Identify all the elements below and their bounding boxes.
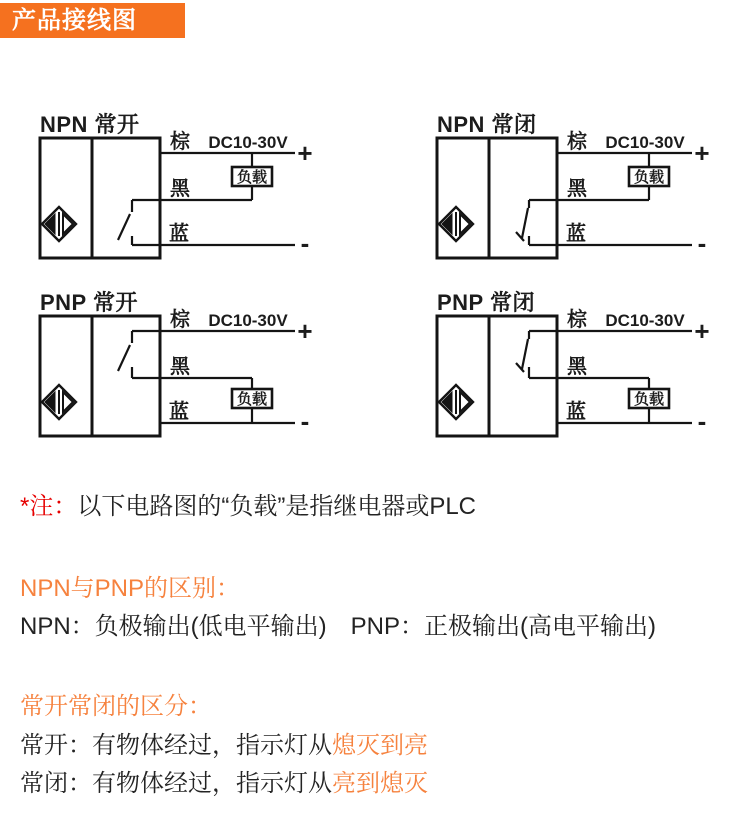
- nc-line-dark: 常闭：有物体经过，指示灯从: [20, 770, 332, 797]
- switch-closed-symbol: [516, 331, 529, 378]
- black-wire-label: 黑: [170, 356, 190, 378]
- pnp-normally-closed-diagram: [430, 283, 715, 448]
- page-title-badge: [0, 3, 185, 38]
- no-line-orange: 熄灭到亮: [332, 732, 428, 759]
- note-line: [20, 486, 476, 521]
- supply-voltage-label: DC10-30V: [208, 133, 288, 152]
- supply-voltage-label: DC10-30V: [208, 311, 288, 330]
- blue-wire-label: 蓝: [566, 223, 586, 245]
- black-wire-label: 黑: [567, 178, 587, 200]
- npn-pnp-heading: NPN与PNP的区别：: [20, 575, 241, 602]
- page-title: 产品接线图: [12, 7, 137, 34]
- load-label: 负载: [633, 169, 665, 186]
- diagram-title: PNP 常开: [40, 290, 138, 315]
- minus-terminal: -: [697, 406, 707, 436]
- brown-wire-label: 棕: [170, 309, 190, 331]
- diagram-title: NPN 常闭: [437, 112, 537, 137]
- plus-terminal: +: [297, 138, 313, 168]
- photoelectric-lens-icon: [42, 207, 76, 241]
- black-wire-label: 黑: [170, 178, 190, 200]
- photoelectric-lens-icon: [439, 385, 473, 419]
- npn-normally-closed-diagram: [430, 105, 715, 270]
- switch-closed-symbol: [516, 200, 529, 245]
- black-wire-label: 黑: [567, 356, 587, 378]
- switch-open-symbol: [118, 200, 132, 245]
- npn-pnp-body: NPN：负极输出(低电平输出) PNP：正极输出(高电平输出): [20, 613, 656, 640]
- switch-open-symbol: [118, 331, 132, 378]
- plus-terminal: +: [694, 138, 710, 168]
- minus-terminal: -: [300, 228, 310, 258]
- brown-wire-label: 棕: [567, 131, 587, 153]
- blue-wire-label: 蓝: [566, 401, 586, 423]
- npn-normally-open-diagram: [33, 105, 318, 270]
- supply-voltage-label: DC10-30V: [605, 133, 685, 152]
- load-label: 负载: [236, 391, 268, 408]
- no-line-dark: 常开：有物体经过，指示灯从: [20, 732, 332, 759]
- load-label: 负载: [236, 169, 268, 186]
- diagram-title: NPN 常开: [40, 112, 140, 137]
- no-nc-heading: 常开常闭的区分：: [20, 693, 212, 720]
- photoelectric-lens-icon: [42, 385, 76, 419]
- pnp-normally-open-diagram: [33, 283, 318, 448]
- plus-terminal: +: [297, 316, 313, 346]
- blue-wire-label: 蓝: [169, 223, 189, 245]
- minus-terminal: -: [300, 406, 310, 436]
- nc-line: [20, 763, 428, 798]
- blue-wire-label: 蓝: [169, 401, 189, 423]
- note-text: 以下电路图的“负载”是指继电器或PLC: [77, 493, 477, 520]
- note-prefix: *注：: [20, 493, 78, 520]
- nc-line-orange: 亮到熄灭: [332, 770, 428, 797]
- supply-voltage-label: DC10-30V: [605, 311, 685, 330]
- no-line: [20, 725, 428, 760]
- brown-wire-label: 棕: [567, 309, 587, 331]
- plus-terminal: +: [694, 316, 710, 346]
- load-label: 负载: [633, 391, 665, 408]
- minus-terminal: -: [697, 228, 707, 258]
- diagram-title: PNP 常闭: [437, 290, 535, 315]
- photoelectric-lens-icon: [439, 207, 473, 241]
- brown-wire-label: 棕: [170, 131, 190, 153]
